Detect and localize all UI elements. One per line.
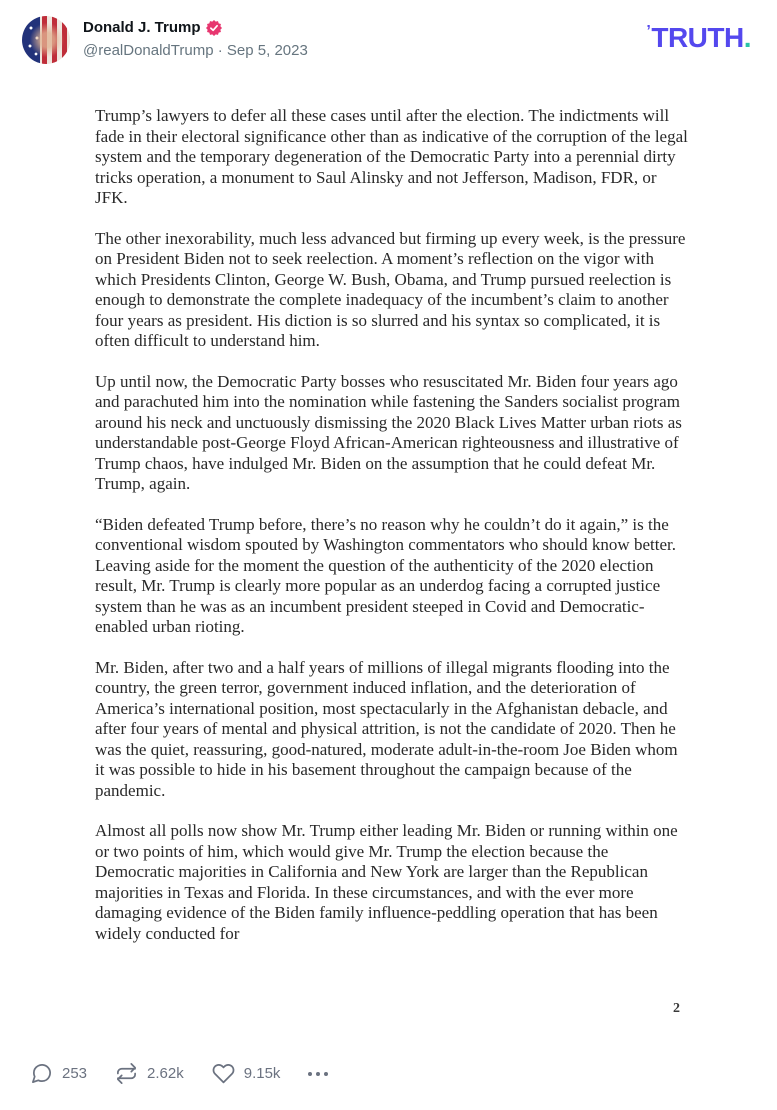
- reply-count: 253: [62, 1064, 88, 1082]
- like-icon: [212, 1062, 235, 1085]
- truth-logo-text: TRUTH: [651, 22, 744, 53]
- document-paragraph: Trump’s lawyers to defer all these cases until after the election. The indictments will fade in their electoral significance other than as indicative of the corruption of the legal system and the temporary degeneration of the Democratic Party into a perennial dirty tricks operation, a monument to Saul Alinsky and not Jefferson, Madison, FDR, or JFK.: [95, 106, 688, 207]
- document-paragraph: Mr. Biden, after two and a half years of millions of illegal migrants flooding into the country, the green terror, government induced inflation, and the deterioration of America’s international position, most spectacularly in the Afghanistan debacle, and after four years of mental and physical attrition, is not the candidate of 2020. Then he was the quiet, reassuring, good-natured, moderate adult-in-the-room Joe Biden whom it was possible to hide in his basement throughout the campaign because of the pandemic.: [95, 657, 678, 800]
- post-date: Sep 5, 2023: [226, 42, 308, 59]
- author-display-name[interactable]: Donald J. Trump: [83, 19, 201, 36]
- document-paragraph: Almost all polls now show Mr. Trump either leading Mr. Biden or running within one or two points of him, which would give Mr. Trump the election because the Democratic majorities in California and New York are larger than the Republican majorities in Texas and Florida. In these circumstances, and with the ever more damaging evidence of the Biden family influence-peddling operation that has been widely conducted for: [95, 821, 678, 943]
- more-options-button[interactable]: [308, 1066, 328, 1082]
- truth-logo-torch-mark: ʼ: [646, 23, 651, 40]
- retruth-icon: [115, 1062, 138, 1085]
- retruth-count: 2.62k: [147, 1064, 184, 1082]
- profile-avatar[interactable]: [22, 16, 70, 64]
- like-button[interactable]: [212, 1062, 281, 1085]
- document-page-number: 2: [673, 1001, 680, 1016]
- author-handle[interactable]: @realDonaldTrump: [83, 42, 214, 59]
- engagement-bar: [30, 1062, 328, 1085]
- author-meta: [83, 42, 308, 60]
- more-options-icon: [308, 1066, 328, 1082]
- document-paragraph: The other inexorability, much less advanced but firming up every week, is the pressure on President Biden not to seek reelection. A moment’s reflection on the vigor with which Presidents Clinton, George W. Bush, Obama, and Trump pursued reelection is enough to demonstrate the complete inadequacy of the incumbent’s claim to another four years as president. His diction is so slurred and his syntax so complicated, it is often difficult to understand him.: [95, 228, 686, 350]
- attached-document-page[interactable]: [95, 106, 691, 964]
- reply-icon: [30, 1062, 53, 1085]
- truth-logo-period: .: [743, 22, 751, 53]
- post-header: [22, 16, 751, 64]
- reply-button[interactable]: [30, 1062, 87, 1085]
- document-paragraph: Up until now, the Democratic Party bosses who resuscitated Mr. Biden four years ago and parachuted him into the nomination while fastening the Sanders socialist program around his neck and unctuously dismissing the 2020 Black Lives Matter urban riots as understandable post-George Floyd African-American righteousness and illustrative of Trump chaos, have indulged Mr. Biden on the assumption that he could defeat Mr. Trump, again.: [95, 371, 682, 493]
- verified-badge-icon: [206, 20, 222, 36]
- like-count: 9.15k: [243, 1064, 281, 1082]
- document-paragraph: “Biden defeated Trump before, there’s no reason why he couldn’t do it again,” is the conventional wisdom spouted by Washington commentators who should know better. Leaving aside for the moment the question of the authenticity of the 2020 election result, Mr. Trump is clearly more popular as an underdog facing a corrupted justice system than he was as an incumbent president steeped in Covid and Democratic-enabled urban rioting.: [95, 514, 676, 636]
- truth-logo: [646, 24, 751, 52]
- retruth-button[interactable]: [115, 1062, 184, 1085]
- meta-separator: ·: [213, 42, 227, 59]
- author-identity: [83, 16, 308, 60]
